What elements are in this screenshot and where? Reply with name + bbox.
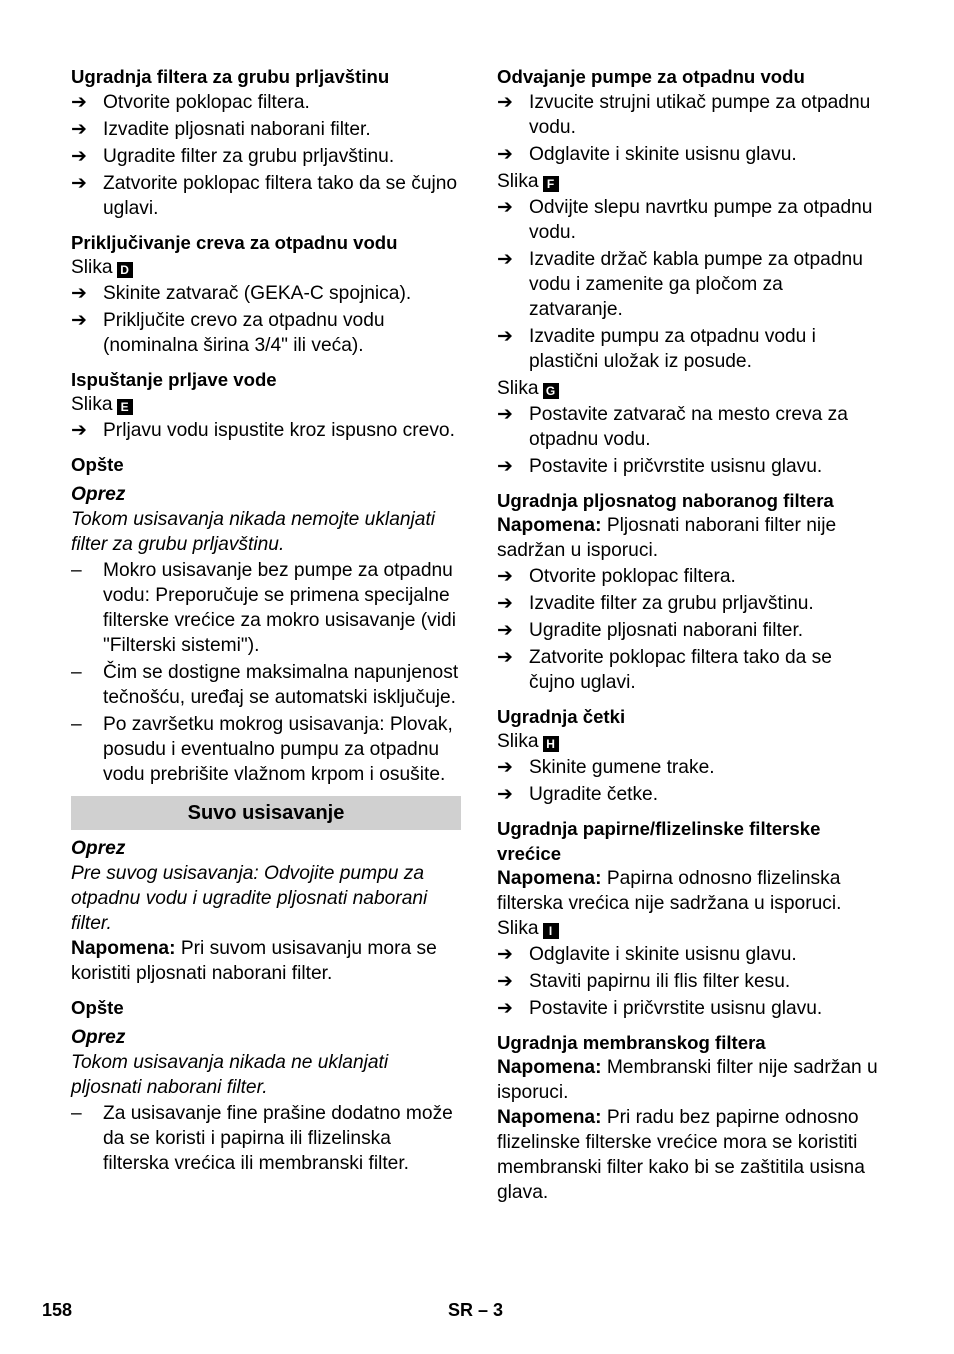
arrow-right-icon: ➔ xyxy=(497,92,514,113)
figure-reference: Slika D xyxy=(71,255,461,280)
arrow-right-icon: ➔ xyxy=(497,971,514,992)
note: Napomena: Pri suvom usisavanju mora se koristiti pljosnati naborani filter. xyxy=(71,938,437,984)
item-text: Izvucite strujni utikač pumpe za otpadnu vodu. xyxy=(529,92,871,138)
step-item xyxy=(497,755,882,780)
section-heading: Priključivanje creva za otpadnu vodu xyxy=(71,232,398,253)
caution-text: Tokom usisavanja nikada ne uklanjati pljosnati naborani filter. xyxy=(71,1052,389,1098)
item-text: Odglavite i skinite usisnu glavu. xyxy=(529,944,797,965)
arrow-right-icon: ➔ xyxy=(497,620,514,641)
arrow-right-icon: ➔ xyxy=(497,784,514,805)
step-list xyxy=(497,755,882,807)
note: Napomena: Pljosnati naborani filter nije sadržan u isporuci. xyxy=(497,515,837,561)
section-heading: Ugradnja papirne/flizelinske filterske vrećice xyxy=(497,818,821,864)
item-text: Ugradite četke. xyxy=(529,784,659,805)
note-label: Napomena: xyxy=(497,1107,602,1128)
dash-bullet-icon: – xyxy=(71,560,82,581)
section-heading: Opšte xyxy=(71,997,124,1018)
arrow-right-icon: ➔ xyxy=(71,92,88,113)
figure-letter-icon: H xyxy=(543,736,559,752)
item-text: Priključite crevo za otpadnu vodu (nominalna širina 3/4" ili veća). xyxy=(103,310,385,356)
step-item xyxy=(497,996,882,1021)
step-item xyxy=(71,117,461,142)
section-heading: Odvajanje pumpe za otpadnu vodu xyxy=(497,66,805,87)
note: Napomena: Papirna odnosno flizelinska filterska vrećica nije sadržana u isporuci. xyxy=(497,868,842,914)
arrow-right-icon: ➔ xyxy=(497,456,514,477)
step-item xyxy=(497,564,882,589)
figure-reference: Slika F xyxy=(497,169,882,194)
step-item xyxy=(497,402,882,452)
page-number: 158 xyxy=(42,1300,73,1320)
dash-list xyxy=(71,1101,461,1176)
figure-reference: Slika I xyxy=(497,916,882,941)
item-text: Postavite i pričvrstite usisnu glavu. xyxy=(529,456,823,477)
arrow-right-icon: ➔ xyxy=(497,144,514,165)
step-item xyxy=(497,618,882,643)
item-text: Čim se dostigne maksimalna napunjenost tečnošću, uređaj se automatski isključuje. xyxy=(103,662,459,708)
step-item xyxy=(497,645,882,695)
dash-bullet-icon: – xyxy=(71,714,82,735)
figure-letter-icon: F xyxy=(543,176,559,192)
section-heading: Ugradnja četki xyxy=(497,706,626,727)
step-list xyxy=(71,281,461,358)
step-item xyxy=(497,782,882,807)
step-item xyxy=(497,969,882,994)
item-text: Prljavu vodu ispustite kroz ispusno crevo. xyxy=(103,420,455,441)
step-list xyxy=(497,195,882,374)
step-item xyxy=(71,171,461,221)
step-list xyxy=(497,942,882,1021)
section-heading: Ugradnja membranskog filtera xyxy=(497,1032,766,1053)
note-label: Napomena: xyxy=(497,868,602,889)
dash-bullet-icon: – xyxy=(71,662,82,683)
item-text: Izvadite pljosnati naborani filter. xyxy=(103,119,371,140)
note-label: Napomena: xyxy=(497,515,602,536)
item-text: Postavite i pričvrstite usisnu glavu. xyxy=(529,998,823,1019)
dash-item xyxy=(71,660,461,710)
item-text: Izvadite pumpu za otpadnu vodu i plastični uložak iz posude. xyxy=(529,326,816,372)
item-text: Postavite zatvarač na mesto creva za otpadnu vodu. xyxy=(529,404,848,450)
arrow-right-icon: ➔ xyxy=(497,593,514,614)
arrow-right-icon: ➔ xyxy=(497,404,514,425)
arrow-right-icon: ➔ xyxy=(497,566,514,587)
step-item xyxy=(497,142,882,167)
right-column xyxy=(497,64,882,1205)
note: Napomena: Membranski filter nije sadržan u isporuci. xyxy=(497,1057,878,1103)
dash-list xyxy=(71,558,461,787)
arrow-right-icon: ➔ xyxy=(497,757,514,778)
dash-item xyxy=(71,1101,461,1176)
section-heading: Ugradnja pljosnatog naboranog filtera xyxy=(497,490,834,511)
caution-text: Tokom usisavanja nikada nemojte uklanjati filter za grubu prljavštinu. xyxy=(71,509,436,555)
dash-item xyxy=(71,558,461,658)
step-item xyxy=(71,90,461,115)
item-text: Zatvorite poklopac filtera tako da se čujno uglavi. xyxy=(103,173,458,219)
step-item xyxy=(497,247,882,322)
figure-reference: Slika H xyxy=(497,729,882,754)
arrow-right-icon: ➔ xyxy=(497,197,514,218)
arrow-right-icon: ➔ xyxy=(71,420,88,441)
item-text: Ugradite filter za grubu prljavštinu. xyxy=(103,146,395,167)
step-item xyxy=(71,308,461,358)
section-heading: Ispuštanje prljave vode xyxy=(71,369,277,390)
step-item xyxy=(71,418,461,443)
item-text: Skinite gumene trake. xyxy=(529,757,715,778)
note-label: Napomena: xyxy=(71,938,176,959)
caution-heading: Oprez xyxy=(71,484,126,505)
item-text: Otvorite poklopac filtera. xyxy=(529,566,736,587)
step-list xyxy=(497,90,882,167)
arrow-right-icon: ➔ xyxy=(71,283,88,304)
arrow-right-icon: ➔ xyxy=(497,249,514,270)
caution-heading: Oprez xyxy=(71,1027,126,1048)
item-text: Ugradite pljosnati naborani filter. xyxy=(529,620,804,641)
step-list xyxy=(497,402,882,479)
step-list xyxy=(497,564,882,695)
section-heading: Opšte xyxy=(71,454,124,475)
step-list xyxy=(71,418,461,443)
item-text: Po završetku mokrog usisavanja: Plovak, posudu i eventualno pumpu za otpadnu vodu prebrišite vlažnom krpom i osušite. xyxy=(103,714,453,785)
step-item xyxy=(497,942,882,967)
item-text: Otvorite poklopac filtera. xyxy=(103,92,310,113)
dash-item xyxy=(71,712,461,787)
item-text: Za usisavanje fine prašine dodatno može da se koristi i papirna ili flizelinska filterska vrećica ili membranski filter. xyxy=(103,1103,453,1174)
item-text: Odvijte slepu navrtku pumpe za otpadnu vodu. xyxy=(529,197,873,243)
arrow-right-icon: ➔ xyxy=(71,146,88,167)
item-text: Mokro usisavanje bez pumpe za otpadnu vodu: Preporučuje se primena specijalne filterske vrećice za mokro usisavanje (vidi "Filterski sistemi"). xyxy=(103,560,456,656)
step-item xyxy=(497,90,882,140)
figure-letter-icon: E xyxy=(117,399,133,415)
arrow-right-icon: ➔ xyxy=(71,119,88,140)
figure-reference: Slika E xyxy=(71,392,461,417)
caution-text: Pre suvog usisavanja: Odvojite pumpu za otpadnu vodu i ugradite pljosnati naborani filter. xyxy=(71,863,428,934)
dash-bullet-icon: – xyxy=(71,1103,82,1124)
section-bar: Suvo usisavanje xyxy=(71,796,461,830)
figure-letter-icon: G xyxy=(543,383,559,399)
note: Napomena: Pri radu bez papirne odnosno flizelinske filterske vrećice mora se koristiti membranski filter kako bi se zaštitila usisna glava. xyxy=(497,1107,865,1203)
language-page-code: SR – 3 xyxy=(448,1300,504,1320)
item-text: Zatvorite poklopac filtera tako da se čujno uglavi. xyxy=(529,647,832,693)
arrow-right-icon: ➔ xyxy=(497,326,514,347)
figure-letter-icon: I xyxy=(543,923,559,939)
arrow-right-icon: ➔ xyxy=(497,647,514,668)
step-item xyxy=(71,281,461,306)
section-heading: Ugradnja filtera za grubu prljavštinu xyxy=(71,66,390,87)
figure-reference: Slika G xyxy=(497,376,882,401)
item-text: Izvadite držač kabla pumpe za otpadnu vodu i zamenite ga pločom za zatvaranje. xyxy=(529,249,863,320)
item-text: Izvadite filter za grubu prljavštinu. xyxy=(529,593,814,614)
left-column xyxy=(71,64,461,1178)
arrow-right-icon: ➔ xyxy=(71,173,88,194)
figure-letter-icon: D xyxy=(117,262,133,278)
step-item xyxy=(497,454,882,479)
arrow-right-icon: ➔ xyxy=(497,944,514,965)
step-item xyxy=(497,195,882,245)
step-list xyxy=(71,90,461,221)
arrow-right-icon: ➔ xyxy=(497,998,514,1019)
item-text: Odglavite i skinite usisnu glavu. xyxy=(529,144,797,165)
item-text: Staviti papirnu ili flis filter kesu. xyxy=(529,971,791,992)
arrow-right-icon: ➔ xyxy=(71,310,88,331)
step-item xyxy=(497,324,882,374)
note-label: Napomena: xyxy=(497,1057,602,1078)
step-item xyxy=(497,591,882,616)
item-text: Skinite zatvarač (GEKA-C spojnica). xyxy=(103,283,412,304)
caution-heading: Oprez xyxy=(71,838,126,859)
step-item xyxy=(71,144,461,169)
